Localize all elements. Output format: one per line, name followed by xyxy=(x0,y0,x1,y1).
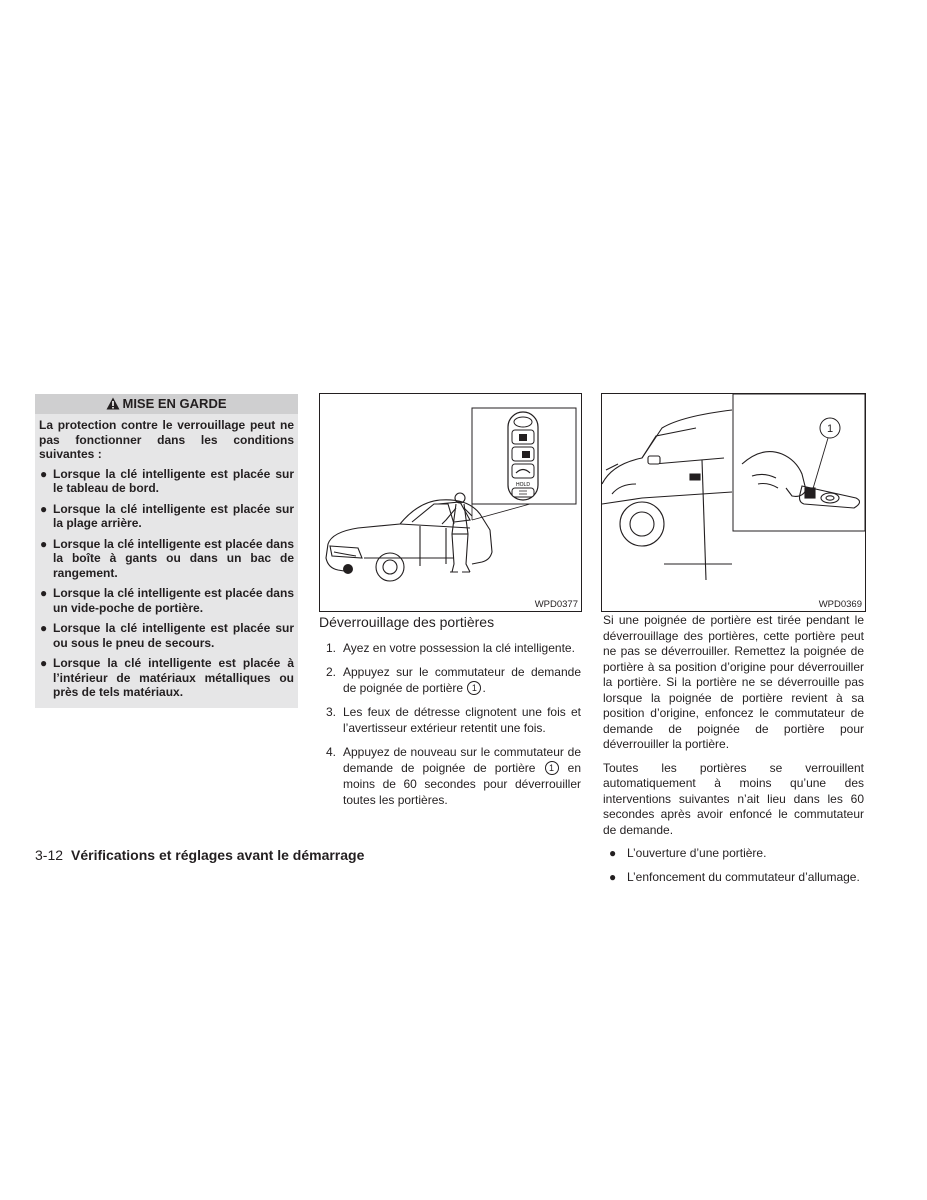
car-side-icon xyxy=(602,410,732,580)
step-item: 2. Appuyez sur le commutateur de demande de poignée de portière 1 . xyxy=(326,665,581,695)
key-fob-icon xyxy=(508,412,538,500)
ref-circle-icon: 1 xyxy=(467,681,481,695)
bullet-icon: ● xyxy=(609,869,617,884)
steps-list xyxy=(323,640,581,816)
warning-item: ● Lorsque la clé intelligente est placée dans un vide-poche de portière. xyxy=(40,586,294,615)
warning-list xyxy=(39,467,294,700)
callout-number: 1 xyxy=(826,423,834,435)
warning-item: ● Lorsque la clé intelligente est placée à l’intérieur de matériaux métalliques ou près de tels matériaux. xyxy=(40,656,294,699)
page-number: 3-12 xyxy=(35,847,64,863)
ref-circle-icon: 1 xyxy=(545,761,559,775)
bullet-icon: ● xyxy=(40,536,48,551)
warning-intro: La protection contre le verrouillage peut ne pas fonctionner dans les conditions suivantes : xyxy=(39,418,294,461)
door-handle-illustration xyxy=(602,394,865,611)
warning-header xyxy=(35,394,298,414)
figure-label: WPD0369 xyxy=(818,599,862,610)
bullet-icon: ● xyxy=(40,501,48,516)
warning-triangle-icon xyxy=(106,397,120,410)
section-title: Déverrouillage des portières xyxy=(319,614,495,630)
warning-box xyxy=(35,394,298,708)
warning-item: ● Lorsque la clé intelligente est placée sur la plage arrière. xyxy=(40,501,294,530)
warning-item: ● Lorsque la clé intelligente est placée sur ou sous le pneu de secours. xyxy=(40,621,294,650)
step-item: 3. Les feux de détresse clignotent une fois et l’avertisseur extérieur retentit une fois. xyxy=(326,705,581,735)
figure-car-unlock xyxy=(319,393,582,612)
right-column xyxy=(603,613,864,893)
warning-title: MISE EN GARDE xyxy=(122,396,227,411)
step-item: 1. Ayez en votre possession la clé intelligente. xyxy=(326,641,575,655)
step-item: 4. Appuyez de nouveau sur le commutateur de demande de poignée de portière 1 en moins de 60 secondes pour déverrouiller toutes les portières. xyxy=(326,745,582,807)
figure-label: WPD0377 xyxy=(534,599,578,610)
bullet-list xyxy=(603,846,864,885)
car-unlock-illustration xyxy=(320,394,581,611)
page-footer xyxy=(35,847,364,863)
bullet-item: ● L’ouverture d’une portière. xyxy=(609,846,767,860)
warning-item: ● Lorsque la clé intelligente est placée sur le tableau de bord. xyxy=(40,466,294,495)
bullet-icon: ● xyxy=(40,586,48,600)
footer-section-title: Vérifications et réglages avant le démarrage xyxy=(71,847,365,863)
paragraph: Si une poignée de portière est tirée pendant le déverrouillage des portières, cette portière peut ne pas se déverrouiller. Remettez la poignée de portière à sa position d’origine pour déverrouiller la portière. Si la portière ne se déverrouille pas lorsque la poignée de portière revient à sa position d’origine, enfoncez le commutateur de demande de poignée de portière pour déverrouiller la portière. xyxy=(603,613,864,751)
svg-text:HOLD: HOLD xyxy=(516,482,530,488)
bullet-icon: ● xyxy=(40,466,48,481)
bullet-icon: ● xyxy=(609,846,617,860)
warning-item: ● Lorsque la clé intelligente est placée dans la boîte à gants ou dans un bac de rangement. xyxy=(40,536,294,580)
bullet-icon: ● xyxy=(40,621,48,635)
figure-door-handle xyxy=(601,393,866,612)
bullet-icon: ● xyxy=(40,656,48,670)
paragraph: Toutes les portières se verrouillent automatiquement à moins qu’une des interventions suivantes n’ait lieu dans les 60 secondes après avoir enfoncé le commutateur de demande. xyxy=(603,760,864,837)
bullet-item: ● L’enfoncement du commutateur d’allumage. xyxy=(609,869,860,884)
